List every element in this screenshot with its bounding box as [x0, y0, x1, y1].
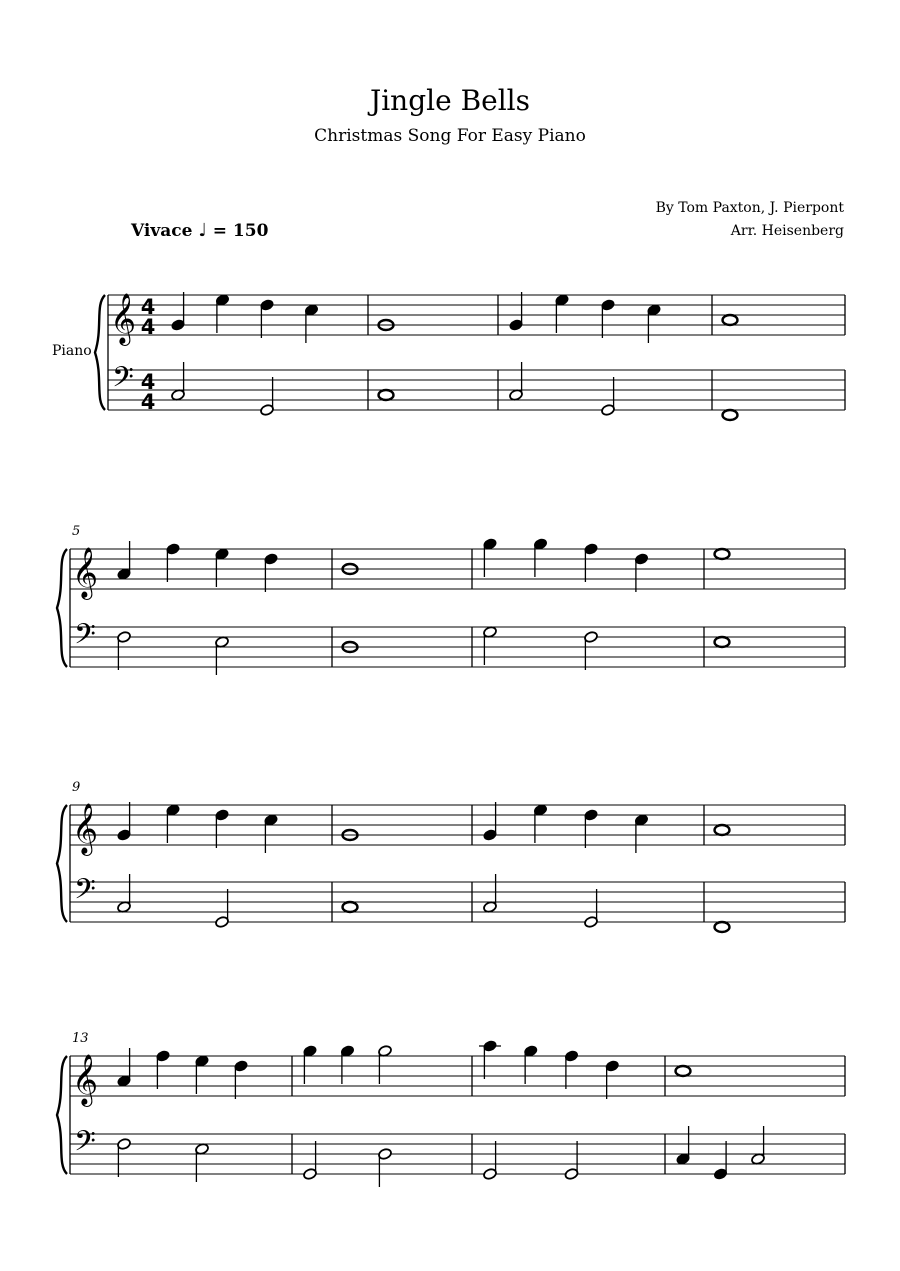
- measure-number: 5: [72, 524, 81, 539]
- treble-clef-icon: 𝄞: [72, 1054, 99, 1105]
- whole-note: [715, 549, 730, 559]
- tempo-value: = 150: [212, 221, 269, 241]
- composer-credit: By Tom Paxton, J. Pierpont: [655, 200, 844, 216]
- whole-note: [723, 410, 738, 420]
- measure-number: 13: [72, 1031, 89, 1046]
- quarter-note-icon: ♩: [198, 220, 207, 241]
- time-signature-top: 4: [140, 370, 156, 394]
- score-subtitle: Christmas Song For Easy Piano: [314, 126, 586, 146]
- whole-note: [715, 922, 730, 932]
- instrument-label: Piano: [52, 343, 92, 359]
- bass-clef-icon: 𝄢: [74, 618, 96, 658]
- treble-clef-icon: 𝄞: [72, 803, 99, 854]
- whole-note: [676, 1066, 691, 1076]
- whole-note: [723, 315, 738, 325]
- treble-clef-icon: 𝄞: [72, 547, 99, 598]
- tempo-word: Vivace: [131, 221, 193, 241]
- treble-clef-icon: 𝄞: [110, 293, 137, 344]
- bass-clef-icon: 𝄢: [74, 1125, 96, 1165]
- measure-number: 9: [72, 780, 81, 795]
- time-signature-bottom: 4: [140, 390, 156, 414]
- whole-note: [379, 390, 394, 400]
- brace-icon: [57, 549, 67, 667]
- score-title: Jingle Bells: [370, 84, 530, 117]
- time-signature-bottom: 4: [140, 315, 156, 339]
- brace-icon: [95, 295, 105, 410]
- whole-note: [343, 902, 358, 912]
- bass-clef-icon: 𝄢: [74, 873, 96, 913]
- brace-icon: [57, 1056, 67, 1174]
- whole-note: [715, 637, 730, 647]
- whole-note: [715, 825, 730, 835]
- time-signature-top: 4: [140, 295, 156, 319]
- arranger-credit: Arr. Heisenberg: [730, 223, 844, 239]
- brace-icon: [57, 805, 67, 922]
- bass-clef-icon: 𝄢: [112, 361, 134, 401]
